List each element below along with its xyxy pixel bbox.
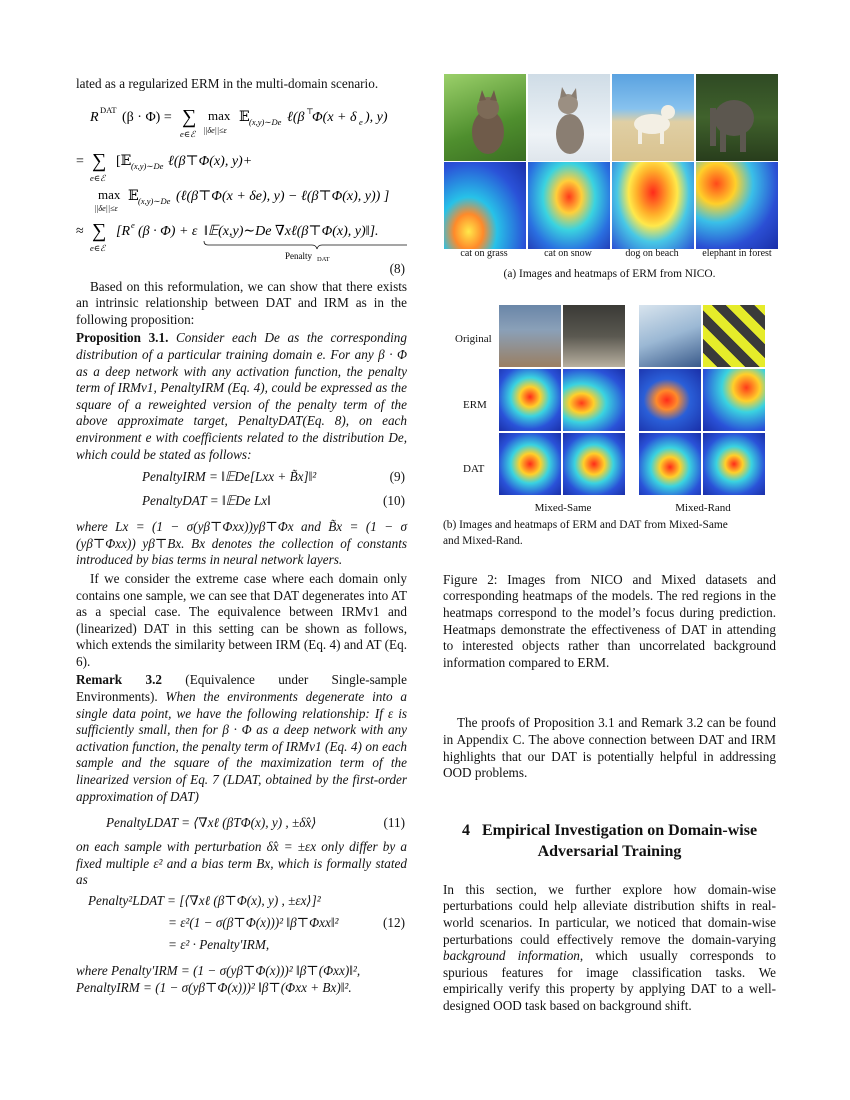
svg-text:𝔼: 𝔼	[239, 109, 250, 125]
svg-text:(x,y)∼De: (x,y)∼De	[131, 160, 164, 171]
section-4-text-b: , which usually corresponds to spurious features for image classification tasks. We empirically verify this property by applying DAT to a well-designed OOD task based on background shift.	[443, 948, 776, 1013]
svg-text:(β · Φ) + ε: (β · Φ) + ε	[138, 223, 198, 239]
proposition-label: Proposition 3.1.	[76, 330, 169, 346]
heatmap-cat-on-snow	[528, 162, 610, 249]
cat-icon	[444, 74, 526, 161]
equation-8	[76, 93, 407, 276]
svg-text:ℓ(β: ℓ(β	[287, 109, 305, 125]
paragraph-where-definitions: where Lx = (1 − σ(yβ⊤Φxx))yβ⊤Φx and B̃x = (1 − σ (yβ⊤Φxx)) yβ⊤Bx. Bx denotes the collection of constants introduced by bias terms in neural network layers.	[76, 519, 407, 568]
remark-label: Remark 3.2	[76, 672, 162, 688]
original-mixed-rand-2	[703, 305, 765, 367]
svg-text:ℓ(β⊤Φ(x), y)+: ℓ(β⊤Φ(x), y)+	[168, 153, 253, 169]
svg-text:max: max	[208, 107, 231, 123]
svg-text:max: max	[98, 186, 121, 202]
svg-text:DAT: DAT	[317, 255, 330, 263]
label-cat-on-grass: cat on grass	[460, 248, 508, 259]
equation-12	[76, 891, 407, 957]
equation-9-number: (9)	[389, 469, 405, 485]
paragraph-extreme-case: If we consider the extreme case where each domain only contains one sample, we can see that DAT degenerates into AT as a special case. The equivalence between IRMv1 and (linearized) DAT in this setting can be shown as follows, which extends the similarity between IRM (Eq. 4) and AT (Eq. 6).	[76, 570, 407, 669]
equation-8-number: (8)	[389, 260, 405, 276]
equation-11-number: (11)	[383, 815, 405, 831]
heatmap-elephant-in-forest	[696, 162, 778, 249]
equation-12-line-1: Penalty²LDAT = [⟨∇xℓ (β⊤Φ(x), y) , ±εx⟩]²	[88, 893, 321, 908]
dat-heatmap-mixed-same-1	[499, 433, 561, 495]
equation-12-number: (12)	[383, 915, 405, 930]
paragraph-perturbation: on each sample with perturbation δ̂x = ±εx only differ by a fixed multiple ε² and a bias term Bx, which is formally stated as	[76, 839, 407, 888]
proposition-text: Consider each De as the corresponding distribution of a particular training domain e. For any β · Φ as a deep network with any activation function, the penalty term of IRMv1, PenaltyIRM (Eq. 4), could be expressed as the square of a reweighted version of the penalty term of the above approximate target, PenaltyDAT(Eq. 8), on each environment e with coefficients related to the distribution De, which could be stated as follows:	[76, 330, 407, 462]
svg-text:e∈ℰ: e∈ℰ	[180, 128, 196, 139]
remark-3-2	[76, 672, 407, 805]
erm-heatmap-mixed-rand-2	[703, 369, 765, 431]
image-cat-on-snow	[528, 74, 610, 161]
label-elephant-in-forest: elephant in forest	[702, 248, 772, 259]
svg-text:[R: [R	[116, 223, 130, 239]
equation-10	[76, 493, 407, 513]
svg-text:(x,y)∼De: (x,y)∼De	[138, 195, 171, 206]
svg-text:𝔼: 𝔼	[128, 188, 139, 204]
svg-text:e∈ℰ: e∈ℰ	[90, 242, 106, 253]
svg-text:(ℓ(β⊤Φ(x + δe), y) − ℓ(β⊤Φ(x),: (ℓ(β⊤Φ(x + δe), y) − ℓ(β⊤Φ(x), y)) ]	[176, 188, 390, 204]
image-elephant-in-forest	[696, 74, 778, 161]
figure-2a	[443, 70, 780, 270]
equation-9	[76, 469, 407, 489]
equation-10-text: PenaltyDAT = ‖𝔼De Lx‖	[142, 493, 271, 509]
svg-text:(x,y)∼De: (x,y)∼De	[249, 116, 282, 127]
right-column	[443, 70, 776, 1014]
heatmap-cat-on-grass	[444, 162, 526, 249]
paragraph-section-4	[443, 882, 776, 1015]
section-4-emphasis: background information	[443, 948, 580, 964]
heatmap-dog-on-beach	[612, 162, 694, 249]
paragraph-reformulation: Based on this reformulation, we can show that there exists an intrinsic relationship between DAT and IRM as in the following proposition:	[76, 278, 407, 327]
equation-8-svg	[76, 93, 407, 263]
section-4-text-a: In this section, we further explore how domain-wise perturbations could help alleviate distribution shifts in real-world scenarios. In particular, we noticed that domain-wise perturbations could effectively remove the domain-varying	[443, 881, 776, 947]
paragraph-proofs: The proofs of Proposition 3.1 and Remark 3.2 can be found in Appendix C. The above connection between DAT and IRM highlights that our DAT is potentially helpful in addressing OOD problems.	[443, 715, 776, 781]
equation-10-number: (10)	[383, 493, 405, 509]
svg-text:⊤: ⊤	[306, 106, 314, 116]
figure-2a-caption: (a) Images and heatmaps of ERM from NICO.	[503, 268, 716, 280]
svg-text:∑: ∑	[92, 219, 107, 242]
original-mixed-rand-1	[639, 305, 701, 367]
image-cat-on-grass	[444, 74, 526, 161]
erm-heatmap-mixed-rand-1	[639, 369, 701, 431]
proposition-3-1	[76, 330, 407, 463]
svg-text:DAT: DAT	[100, 104, 117, 115]
image-dog-on-beach	[612, 74, 694, 161]
row-label-original: Original	[455, 332, 492, 345]
svg-text:≈: ≈	[76, 223, 84, 239]
svg-text:R: R	[90, 109, 99, 125]
section-number: 4	[461, 821, 470, 839]
svg-text:∑: ∑	[182, 105, 197, 128]
paragraph-where-penalty-1: where Penalty′IRM = (1 − σ(yβ⊤Φ(x)))² ‖β⊤(Φxx)‖²,	[76, 963, 361, 978]
figure-2-caption: Figure 2: Images from NICO and Mixed datasets and corresponding heatmaps of the models. The red regions in the heatmaps correspond to the model’s focus during prediction. Heatmaps demonstrate the effectiveness of DAT in attending to interested objects rather than uncorrelated background information compared to ERM.	[443, 571, 776, 670]
col-label-mixed-rand: Mixed-Rand	[675, 501, 731, 514]
svg-text:=: =	[76, 153, 84, 169]
svg-text:Penalty: Penalty	[285, 250, 312, 261]
svg-text:Φ(x + δ: Φ(x + δ	[312, 109, 357, 125]
erm-heatmap-mixed-same-1	[499, 369, 561, 431]
figure-2b-caption: (b) Images and heatmaps of ERM and DAT from Mixed-Same and Mixed-Rand.	[443, 518, 728, 548]
section-title-line-1: Empirical Investigation on Domain-wise	[481, 821, 758, 839]
label-cat-on-snow: cat on snow	[544, 248, 592, 259]
remark-paren: (Equivalence under Single-sample Environments).	[76, 672, 407, 705]
label-dog-on-beach: dog on beach	[625, 248, 679, 259]
original-mixed-same-2	[563, 305, 625, 367]
row-label-erm: ERM	[463, 398, 487, 411]
svg-text:e: e	[359, 116, 363, 127]
svg-text:[𝔼: [𝔼	[116, 153, 132, 169]
elephant-icon	[696, 74, 778, 161]
original-mixed-same-1	[499, 305, 561, 367]
equation-12-line-2: = ε²(1 − σ(β⊤Φ(x)))² ‖β⊤Φxx‖²	[168, 915, 339, 930]
svg-text:e: e	[131, 219, 135, 230]
cat-icon	[528, 74, 610, 161]
svg-text:e∈ℰ: e∈ℰ	[90, 172, 106, 183]
paragraph-where-penalty-2: PenaltyIRM = (1 − σ(yβ⊤Φ(x)))² ‖β⊤(Φxx + Bx)‖².	[76, 979, 352, 995]
svg-text:), y): ), y)	[365, 109, 388, 125]
equation-9-text: PenaltyIRM = ‖𝔼De[Lxx + B̃x]‖²	[142, 469, 317, 485]
equation-12-line-3: = ε² · Penalty′IRM,	[168, 937, 270, 952]
left-column	[76, 76, 407, 996]
equation-11	[76, 813, 407, 837]
section-title-line-2: Adversarial Training	[537, 842, 682, 860]
equation-11-text: PenaltyLDAT = ⟨∇xℓ (βTΦ(x), y) , ±δ̂x⟩	[106, 815, 317, 831]
svg-text:||δe||≤ε: ||δe||≤ε	[203, 125, 227, 135]
section-4-heading	[443, 820, 776, 862]
paragraph-intro: lated as a regularized ERM in the multi-domain scenario.	[76, 76, 379, 91]
erm-heatmap-mixed-same-2	[563, 369, 625, 431]
dat-heatmap-mixed-rand-2	[703, 433, 765, 495]
row-label-dat: DAT	[463, 462, 485, 475]
remark-text: When the environments degenerate into a single data point, we have the following relationship: If ε is sufficiently small, then for β · Φ as a deep network with any activation function, the penalty term of IRMv1 (Eq. 4) on each sample and the square of the maximization term of the linearized version of Eq. 7 (LDAT, obtained by the first-order approximation of DAT)	[76, 689, 408, 804]
figure-2b	[443, 303, 780, 543]
dog-icon	[612, 74, 694, 161]
dat-heatmap-mixed-rand-1	[639, 433, 701, 495]
svg-text:(β · Φ) =: (β · Φ) =	[122, 109, 172, 125]
svg-text:||δe||≤ε: ||δe||≤ε	[94, 203, 118, 213]
svg-text:∑: ∑	[92, 149, 107, 172]
svg-text:‖𝔼(x,y)∼De ∇xℓ(β⊤Φ(x), y)‖].: ‖𝔼(x,y)∼De ∇xℓ(β⊤Φ(x), y)‖].	[204, 223, 379, 239]
col-label-mixed-same: Mixed-Same	[534, 501, 592, 514]
dat-heatmap-mixed-same-2	[563, 433, 625, 495]
